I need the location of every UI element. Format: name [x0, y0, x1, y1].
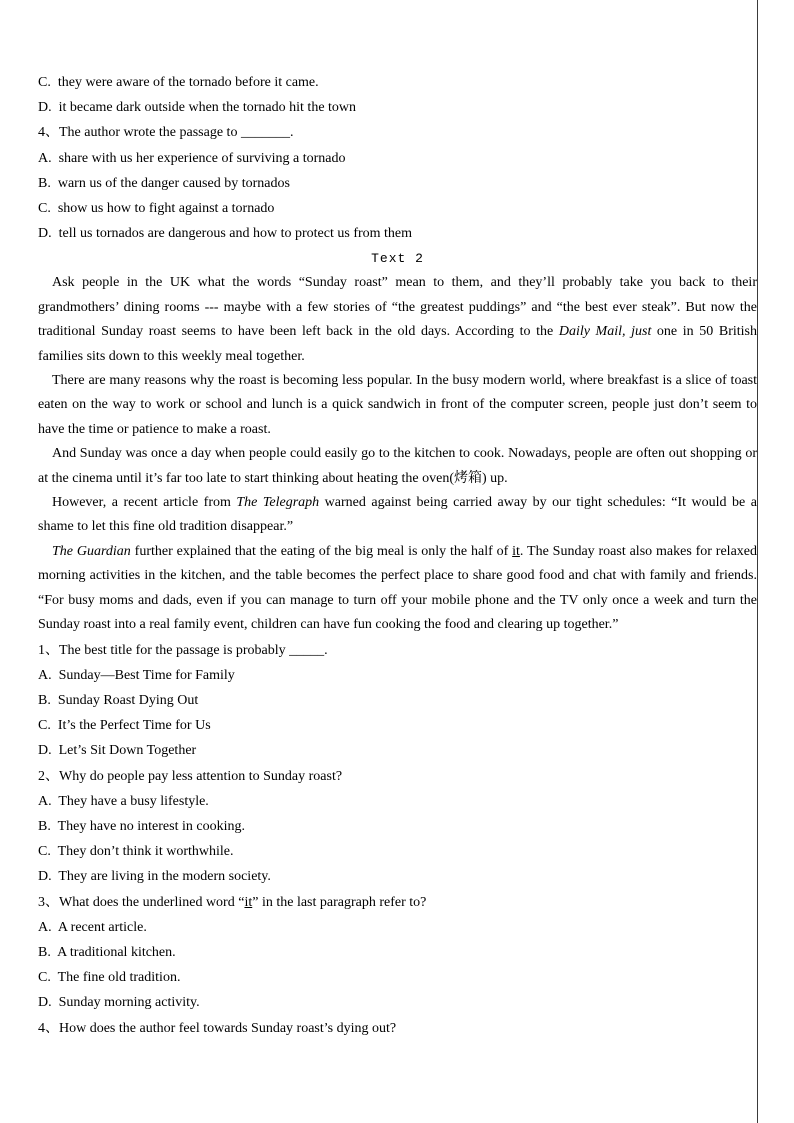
paragraph-text: one in 50 British families sits down to this weekly meal together. — [38, 324, 757, 364]
section-heading: Text 2 — [371, 251, 424, 267]
paragraph-text: . The Sunday roast also makes for relaxed morning activities in the kitchen, and the table becomes the perfect place to share good food and chat with family and friends. “For busy moms and dads, even if you can manage to turn off your mobile phone and the TV only once a week and turn the Sunday roast into a real family event, children can have fun cooking the food and clearing up together.” — [38, 543, 758, 633]
question-3-stem — [38, 890, 757, 915]
question-3-option-c: C. The fine old tradition. — [38, 970, 181, 986]
question-stem-text: ” in the last paragraph refer to? — [252, 894, 427, 910]
question-3-option-b: B. A traditional kitchen. — [38, 944, 176, 960]
page-content — [38, 70, 757, 1041]
publication-name-daily-mail: Daily Mail, just — [558, 324, 652, 340]
passage-paragraph-1 — [38, 271, 757, 369]
underlined-word-it: it — [244, 894, 253, 910]
passage-paragraph-2: There are many reasons why the roast is becoming less popular. In the busy modern world, where breakfast is a slice of toast eaten on the way to work or school and lunch is a quick sandwich in front of the computer screen, people just don’t seem to have the time or patience to make a roast. — [38, 373, 757, 437]
prev-question-4-option-d: D. tell us tornados are dangerous and how to protect us from them — [38, 226, 413, 242]
passage-paragraph-4 — [38, 491, 757, 540]
passage-paragraph-3: And Sunday was once a day when people could easily go to the kitchen to cook. Nowadays, people are often out shopping or at the cinema until it’s far too late to start thinking about heating the oven(烤箱) up. — [38, 446, 757, 486]
question-1-option-b: B. Sunday Roast Dying Out — [38, 692, 199, 708]
prev-question-4-stem: 4、The author wrote the passage to _______. — [38, 125, 294, 141]
prev-question-4-option-a: A. share with us her experience of surviving a tornado — [38, 150, 346, 166]
question-2-stem: 2、Why do people pay less attention to Sunday roast? — [38, 768, 343, 784]
paragraph-text: further explained that the eating of the big meal is only the half of — [130, 543, 513, 559]
question-1-option-d: D. Let’s Sit Down Together — [38, 743, 197, 759]
prev-question-4-option-c: C. show us how to fight against a tornado — [38, 201, 275, 217]
page-border-right — [757, 0, 758, 1123]
passage-paragraph-5 — [38, 540, 757, 638]
publication-name-the-telegraph: The Telegraph — [236, 495, 320, 511]
paragraph-text: Ask people in the UK what the words “Sunday roast” mean to them, and they’ll probably take you back to their grandmothers’ dining rooms --- maybe with a few stories of “the greatest puddings” and “the best ever steak”. But now the traditional Sunday roast seems to have been left back in the old days. According to the — [38, 275, 757, 340]
prev-question-option-d: D. it became dark outside when the tornado hit the town — [38, 100, 357, 116]
paragraph-text: warned against being carried away by our tight schedules: “It would be a shame to let this fine old tradition disappear.” — [38, 495, 757, 535]
paragraph-text: However, a recent article from — [52, 495, 237, 511]
question-2-option-b: B. They have no interest in cooking. — [38, 818, 245, 834]
question-stem-text: 3、What does the underlined word “ — [38, 894, 245, 910]
underlined-word-it: it — [512, 543, 520, 559]
question-1-option-c: C. It’s the Perfect Time for Us — [38, 718, 211, 734]
question-1-stem: 1、The best title for the passage is probably _____. — [38, 642, 328, 658]
publication-name-the-guardian: The Guardian — [52, 543, 131, 559]
prev-question-4-option-b: B. warn us of the danger caused by tornados — [38, 175, 290, 191]
question-4-stem: 4、How does the author feel towards Sunday roast’s dying out? — [38, 1020, 397, 1036]
question-3-option-d: D. Sunday morning activity. — [38, 995, 200, 1011]
question-2-option-c: C. They don’t think it worthwhile. — [38, 844, 234, 860]
prev-question-option-c: C. they were aware of the tornado before it came. — [38, 75, 319, 90]
question-1-option-a: A. Sunday—Best Time for Family — [38, 667, 235, 683]
question-2-option-d: D. They are living in the modern society. — [38, 869, 271, 885]
question-3-option-a: A. A recent article. — [38, 919, 147, 935]
question-2-option-a: A. They have a busy lifestyle. — [38, 793, 209, 809]
